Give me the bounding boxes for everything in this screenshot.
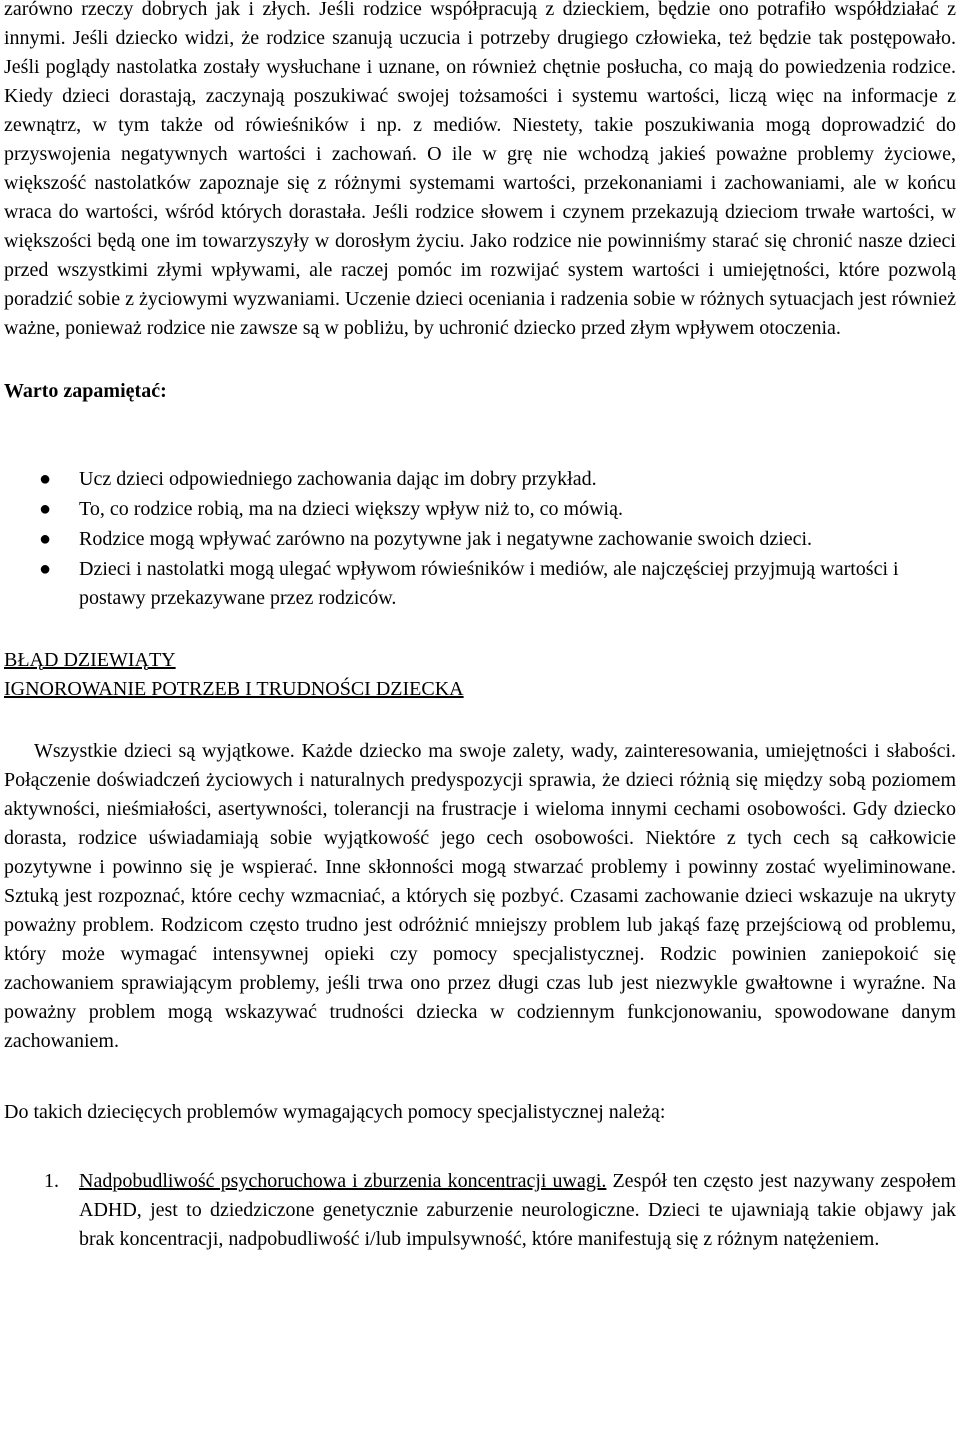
error-section-heading [4, 646, 956, 704]
remember-bullet-list [4, 465, 956, 613]
bullet-item [4, 525, 956, 554]
item-body: Zespół ten często jest nazywany zespołem ADHD, jest to dziedziczone genetycznie zaburzenie neurologiczne. Dzieci te ujawniają takie objawy jak brak koncentracji, nadpobudliwość i/lub impulsywność, które manifestują się z różnym natężeniem. [79, 1170, 956, 1250]
bullet-text: To, co rodzice robią, ma na dzieci większy wpływ niż to, co mówią. [79, 498, 623, 520]
remember-heading: Warto zapamiętać: [4, 380, 167, 402]
bullet-text: Dzieci i nastolatki mogą ulegać wpływom rówieśników i mediów, ale najczęściej przyjmują wartości i postawy przekazywane przez rodziców. [79, 558, 899, 609]
bullet-item [4, 555, 956, 613]
lead-sentence: Do takich dziecięcych problemów wymagających pomocy specjalistycznej należą: [4, 1101, 666, 1123]
error-subtitle: IGNOROWANIE POTRZEB I TRUDNOŚCI DZIECKA [4, 678, 464, 700]
bullet-icon: ● [39, 498, 52, 520]
bullet-icon: ● [39, 468, 52, 490]
problem-numbered-list [4, 1167, 956, 1254]
item-number: 1. [44, 1170, 59, 1192]
bullet-icon: ● [39, 558, 52, 580]
intro-paragraph: zarówno rzeczy dobrych jak i złych. Jeśli rodzice współpracują z dzieckiem, będzie ono potrafiło współdziałać z innymi. Jeśli dziecko widzi, że rodzice szanują uczucia i potrzeby drugiego człowieka, też będzie tak postępowało. Jeśli poglądy nastolatka zostały wysłuchane i uznane, on również chętnie posłucha, co mają do powiedzenia rodzice. Kiedy dzieci dorastają, zaczynają poszukiwać swojej tożsamości i systemu wartości, liczą więc na informacje z zewnątrz, w tym także od rówieśników i np. z mediów. Niestety, takie poszukiwania mogą doprowadzić do przyswojenia negatywnych wartości i zachowań. O ile w grę nie wchodzą jakieś poważne problemy życiowe, większość nastolatków zapoznaje się z różnymi systemami wartości, przekonaniami i zachowaniami, ale w końcu wraca do wartości, wśród których dorastała. Jeśli rodzice słowem i czynem przekazują dzieciom trwałe wartości, w większości będą one im towarzyszyły w dorosłym życiu. Jako rodzice nie powinniśmy starać się chronić nasze dzieci przed wszystkimi złymi wpływami, ale raczej pomóc im rozwijać system wartości i umiejętności, które pozwolą poradzić sobie z życiowymi wyzwaniami. Uczenie dzieci oceniania i radzenia sobie w różnych sytuacjach jest również ważne, ponieważ rodzice nie zawsze są w pobliżu, by uchronić dziecko przed złym wpływem otoczenia. [4, 0, 956, 339]
main-paragraph: Wszystkie dzieci są wyjątkowe. Każde dziecko ma swoje zalety, wady, zainteresowania, umiejętności i słabości. Połączenie doświadczeń życiowych i naturalnych predyspozycji sprawia, że dzieci różnią się między sobą poziomem aktywności, nieśmiałości, asertywności, tolerancji na frustracje i wieloma innymi cechami osobowości. Gdy dziecko dorasta, rodzice uświadamiają sobie wyjątkowość jego cech osobowości. Niektóre z tych cech są całkowicie pozytywne i powinno się je wspierać. Inne skłonności mogą stwarzać problemy i powinny zostać wyeliminowane. Sztuką jest rozpoznać, które cechy wzmacniać, a których się pozbyć. Czasami zachowanie dzieci wskazuje na ukryty poważny problem. Rodzicom często trudno jest odróżnić mniejszy problem lub jakąś fazę przejściową od problemu, który może wymagać intensywnej opieki czy pomocy specjalistycznej. Rodzic powinien zaniepokoić się zachowaniem sprawiającym problemy, jeśli trwa ono przez długi czas lub jest niezwykle gwałtowne i wyraźne. Na poważny problem mogą wskazywać trudności dziecka w codziennym funkcjonowaniu, spowodowane danym zachowaniem. [4, 740, 956, 1052]
bullet-text: Rodzice mogą wpływać zarówno na pozytywne jak i negatywne zachowanie swoich dzieci. [79, 528, 813, 550]
bullet-text: Ucz dzieci odpowiedniego zachowania dając im dobry przykład. [79, 468, 597, 490]
bullet-item [4, 465, 956, 494]
item-title: Nadpobudliwość psychoruchowa i zburzenia koncentracji uwagi. [79, 1170, 607, 1192]
numbered-item [4, 1167, 956, 1254]
bullet-icon: ● [39, 528, 52, 550]
bullet-item [4, 495, 956, 524]
error-title: BŁĄD DZIEWIĄTY [4, 649, 176, 671]
